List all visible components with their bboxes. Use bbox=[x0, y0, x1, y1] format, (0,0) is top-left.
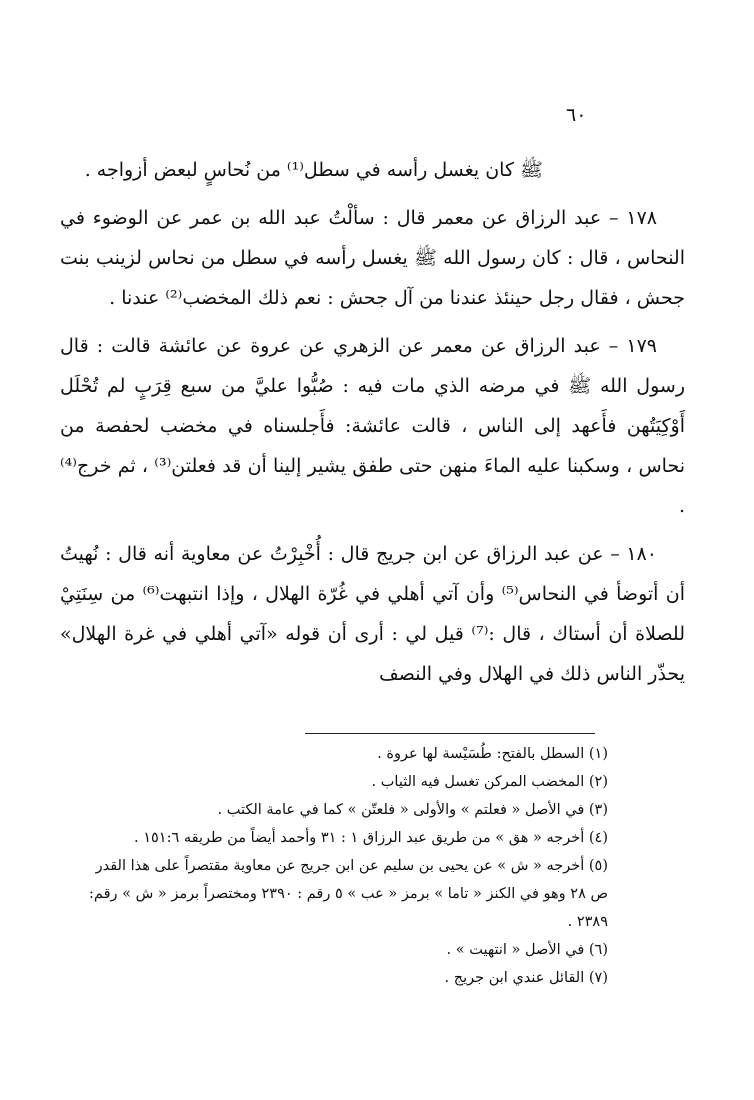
paragraph-continuation: ﷺ كان يغسل رأسه في سطل⁽¹⁾ من نُحاسٍ لبعض أزواجه . bbox=[84, 159, 543, 181]
footnote-2: (٢) المخضب المركن تغسل فيه الثياب . bbox=[371, 774, 608, 790]
footnote-1: (١) السطل بالفتح: طُسَيْسة لها عروة . bbox=[377, 746, 608, 762]
page-number: ٦٠ bbox=[566, 104, 587, 126]
hadith-180: ١٨٠ – عن عبد الرزاق عن ابن جريج قال : أُخْبِرْتُ عن معاوية أنه قال : نُهيتُ أن أتوضأ في النحاس⁽⁵⁾ وأن آتي أهلي في غُرّة الهلال ، وإذا انتبهت⁽⁶⁾ من سِنَتِيْ للصلاة أن أستاك ، قال :⁽⁷⁾ قيل لي : أرى أن قوله «آتي أهلي في غرة الهلال» يحذّر الناس ذلك في الهلال وفي النصف bbox=[60, 543, 685, 685]
footnote-divider bbox=[305, 733, 595, 734]
footnotes bbox=[60, 740, 620, 992]
footnote-7: (٧) القائل عندي ابن جريج . bbox=[444, 970, 608, 986]
footnote-3: (٣) في الأصل « فعلتم » والأولى « فلعتّن » كما في عامة الكتب . bbox=[217, 802, 608, 818]
hadith-178: ١٧٨ – عبد الرزاق عن معمر قال : سألْتُ عبد الله بن عمر عن الوضوء في النحاس ، قال : كان رسول الله ﷺ يغسل رأسه في سطل من نحاس لزينب بنت جحش ، فقال رجل حينئذ عندنا من آل جحش : نعم ذلك المخضب⁽²⁾ عندنا . bbox=[60, 207, 685, 309]
footnote-4: (٤) أخرجه « هق » من طريق عبد الرزاق ١ : ٣١ وأحمد أيضاً من طريقه ١٥١:٦ . bbox=[133, 830, 608, 846]
footnote-6: (٦) في الأصل « انتهيت » . bbox=[446, 942, 608, 958]
main-text bbox=[60, 150, 685, 694]
footnote-5: (٥) أخرجه « ش » عن يحيى بن سليم عن ابن جريج عن معاوية مقتصراً على هذا القدر bbox=[95, 858, 608, 874]
footnote-5-continuation: ص ٢٨ وهو في الكنز « تاما » برمز « عب » ٥ رقم : ٢٣٩٠ ومختصراً برمز « ش » رقم: ٢٣٨٩ . bbox=[89, 886, 608, 930]
hadith-179: ١٧٩ – عبد الرزاق عن معمر عن الزهري عن عروة عن عائشة قالت : قال رسول الله ﷺ في مرضه الذي مات فيه : صُبُّوا عليَّ من سبع قِرَبٍ لم تُحْلَل أَوْكِيَتُهن فأَعهد إلى الناس ، قالت عائشة: فأَجلسناه في مخضب لحفصة من نحاس ، وسكبنا عليه الماءَ منهن حتى طفق يشير إلينا أن قد فعلتن⁽³⁾ ، ثم خرج⁽⁴⁾ . bbox=[60, 335, 685, 517]
